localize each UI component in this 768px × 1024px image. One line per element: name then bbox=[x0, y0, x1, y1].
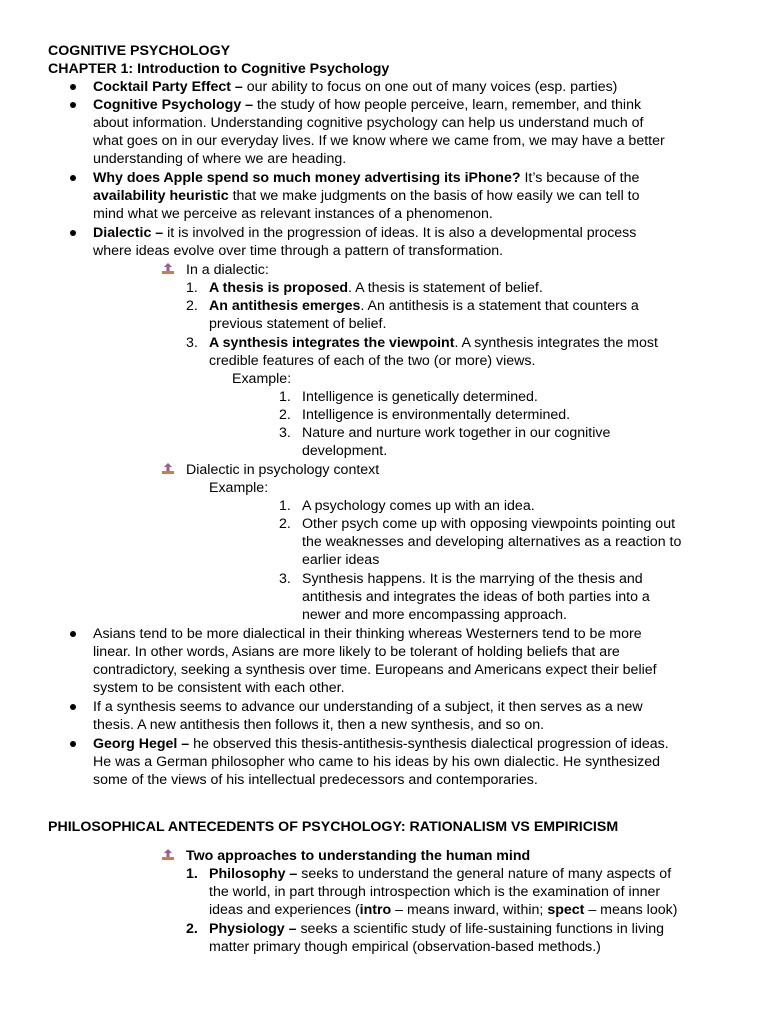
bullet-dot bbox=[70, 741, 76, 747]
hegel-line: He was a German philosopher who came to his ideas by his own dialectic. He synthesized bbox=[93, 754, 660, 770]
dialectic-line: where ideas evolve over time through a pattern of transformation. bbox=[93, 243, 504, 259]
list-number: 1. bbox=[279, 498, 291, 514]
asians-line: system to be consistent with each other. bbox=[93, 680, 345, 696]
two-approaches-label: Two approaches to understanding the human mind bbox=[186, 848, 531, 864]
bullet-dot bbox=[70, 230, 76, 236]
example-item: Intelligence is environmentally determined. bbox=[302, 407, 571, 423]
list-number: 1. bbox=[279, 389, 291, 405]
list-number: 2. bbox=[186, 298, 198, 314]
example-item-cont: the weaknesses and developing alternatives as a reaction to bbox=[302, 534, 682, 550]
asians-line: contradictory, seeking a synthesis over time. Europeans and Americans expect their belief bbox=[93, 662, 657, 678]
example-item-cont: antithesis and integrates the ideas of both parties into a bbox=[302, 589, 650, 605]
philosophy-line: the world, in part through introspection which is the examination of inner bbox=[209, 884, 661, 900]
list-number: 1. bbox=[186, 280, 198, 296]
bullet-dot bbox=[70, 631, 76, 637]
hegel-line: some of the views of his intellectual predecessors and contemporaries. bbox=[93, 772, 538, 788]
step-antithesis: An antithesis emerges. An antithesis is a statement that counters a bbox=[209, 298, 639, 314]
list-number: 2. bbox=[279, 407, 291, 423]
example-item: Intelligence is genetically determined. bbox=[302, 389, 538, 405]
doc-title: COGNITIVE PSYCHOLOGY bbox=[48, 43, 231, 59]
philosophy-line: ideas and experiences (intro – means inward, within; spect – means look) bbox=[209, 902, 678, 918]
physiology-line: Physiology – seeks a scientific study of life-sustaining functions in living bbox=[209, 921, 664, 937]
example-label: Example: bbox=[209, 480, 269, 496]
example-item-cont: newer and more encompassing approach. bbox=[302, 607, 567, 623]
cogpsy-line: Cognitive Psychology – the study of how people perceive, learn, remember, and think bbox=[93, 97, 642, 113]
philosophy-line: Philosophy – seeks to understand the general nature of many aspects of bbox=[209, 866, 672, 882]
physiology-line: matter primary though empirical (observation-based methods.) bbox=[209, 939, 601, 955]
arrow-bullet-icon bbox=[161, 262, 175, 276]
apple-line: mind what we perceive as relevant instances of a phenomenon. bbox=[93, 206, 493, 222]
bullet-dot bbox=[70, 704, 76, 710]
apple-line: Why does Apple spend so much money advertising its iPhone? It’s because of the bbox=[93, 170, 640, 186]
example-item: Nature and nurture work together in our cognitive bbox=[302, 425, 611, 441]
bullet-dot bbox=[70, 84, 76, 90]
example-label: Example: bbox=[232, 371, 292, 387]
list-number: 2. bbox=[279, 516, 291, 532]
example-item: A psychology comes up with an idea. bbox=[302, 498, 535, 514]
hegel-line: Georg Hegel – he observed this thesis-antithesis-synthesis dialectical progression of ideas. bbox=[93, 736, 669, 752]
step-thesis: A thesis is proposed. A thesis is statement of belief. bbox=[209, 280, 543, 296]
asians-line: linear. In other words, Asians are more likely to be tolerant of holding beliefs that are bbox=[93, 644, 620, 660]
step-antithesis-cont: previous statement of belief. bbox=[209, 316, 387, 332]
bullet-dot bbox=[70, 175, 76, 181]
arrow-bullet-icon bbox=[161, 462, 175, 476]
asians-line: Asians tend to be more dialectical in their thinking whereas Westerners tend to be more bbox=[93, 626, 642, 642]
in-dialectic-label: In a dialectic: bbox=[186, 262, 269, 278]
dialectic-psych-label: Dialectic in psychology context bbox=[186, 462, 380, 478]
bullet-dot bbox=[70, 102, 76, 108]
synth-line: thesis. A new antithesis then follows it, then a new synthesis, and so on. bbox=[93, 717, 545, 733]
synth-line: If a synthesis seems to advance our understanding of a subject, it then serves as a new bbox=[93, 699, 643, 715]
step-synthesis: A synthesis integrates the viewpoint. A synthesis integrates the most bbox=[209, 335, 658, 351]
chapter-heading: CHAPTER 1: Introduction to Cognitive Psychology bbox=[48, 61, 390, 77]
section-heading: PHILOSOPHICAL ANTECEDENTS OF PSYCHOLOGY: RATIONALISM VS EMPIRICISM bbox=[48, 819, 619, 835]
cogpsy-line: about information. Understanding cognitive psychology can help us understand much of bbox=[93, 115, 644, 131]
arrow-bullet-icon bbox=[161, 848, 175, 862]
example-item-cont: earlier ideas bbox=[302, 552, 380, 568]
cogpsy-line: understanding of where we are heading. bbox=[93, 151, 347, 167]
dialectic-line: Dialectic – it is involved in the progression of ideas. It is also a developmental process bbox=[93, 225, 637, 241]
list-number: 3. bbox=[279, 571, 291, 587]
list-number: 1. bbox=[186, 866, 198, 882]
step-synthesis-cont: credible features of each of the two (or more) views. bbox=[209, 353, 536, 369]
list-number: 3. bbox=[186, 335, 198, 351]
cogpsy-line: what goes on in our everyday lives. If we know where we came from, we may have a better bbox=[93, 133, 665, 149]
example-item: Synthesis happens. It is the marrying of the thesis and bbox=[302, 571, 643, 587]
cocktail-item: Cocktail Party Effect – our ability to focus on one out of many voices (esp. parties) bbox=[93, 79, 618, 95]
example-item: Other psych come up with opposing viewpoints pointing out bbox=[302, 516, 676, 532]
apple-line: availability heuristic that we make judgments on the basis of how easily we can tell to bbox=[93, 188, 640, 204]
list-number: 2. bbox=[186, 921, 198, 937]
example-item-cont: development. bbox=[302, 443, 388, 459]
list-number: 3. bbox=[279, 425, 291, 441]
